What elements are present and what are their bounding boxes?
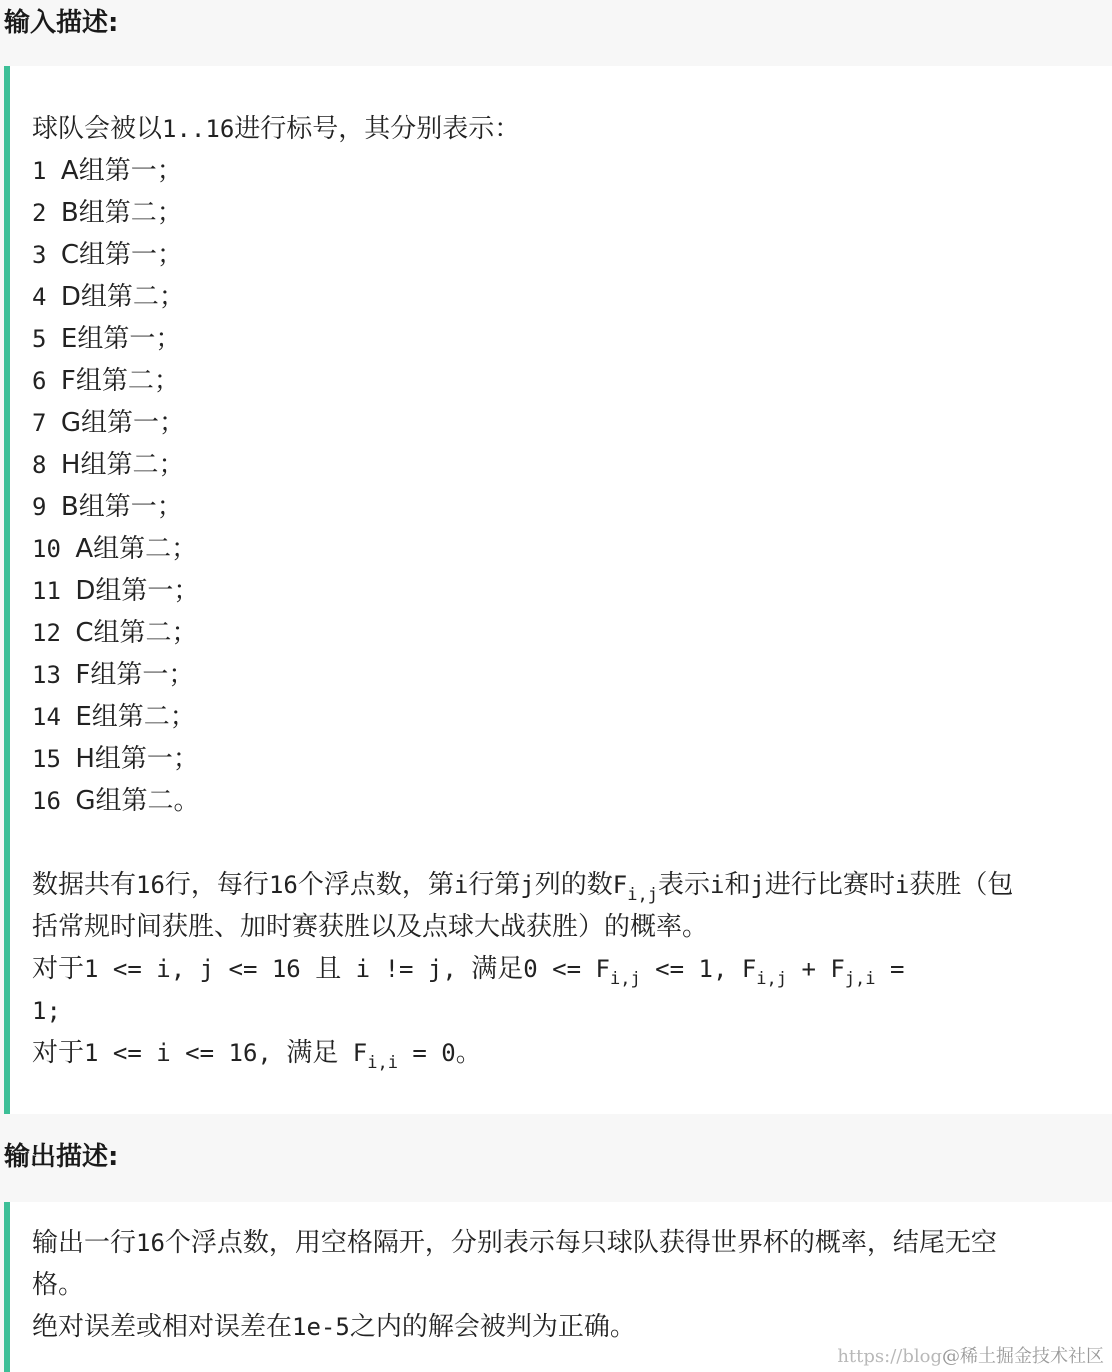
- team-number: 12: [32, 619, 61, 647]
- team-number: 10: [32, 535, 61, 563]
- text: 获胜（包: [909, 870, 1014, 900]
- text: 满足: [471, 954, 524, 984]
- team-label: C组第二；: [75, 618, 198, 648]
- text: 对于: [32, 954, 85, 984]
- expr: i != j,: [341, 955, 472, 983]
- team-number: 11: [32, 577, 61, 605]
- var: j: [750, 871, 765, 899]
- text: 个浮点数，用空格隔开，分别表示每只球队获得世界杯的概率，结尾无空: [164, 1228, 997, 1258]
- text: 之内的解会被判为正确。: [349, 1312, 636, 1342]
- spacer: [46, 199, 60, 227]
- team-number: 13: [32, 661, 61, 689]
- team-label: B组第一；: [60, 492, 183, 522]
- spacer: [46, 283, 60, 311]
- team-list-item: [32, 234, 1112, 276]
- var: i: [453, 871, 469, 899]
- team-label: G组第一；: [60, 408, 186, 438]
- num: 16: [136, 1229, 165, 1257]
- num: 16: [136, 871, 165, 899]
- spacer: [46, 451, 60, 479]
- expr: =: [875, 955, 905, 983]
- text: 数据共有: [32, 870, 137, 900]
- spacer: [61, 535, 75, 563]
- output-line-2: 格。: [32, 1270, 85, 1300]
- team-list-item: [32, 318, 1112, 360]
- input-description-block: [4, 66, 1112, 1114]
- output-line-1: [32, 1222, 1112, 1264]
- team-label: B组第二；: [60, 198, 183, 228]
- team-label: H组第一；: [75, 744, 199, 774]
- blank-line: [32, 822, 1112, 864]
- team-list-item: [32, 780, 1112, 822]
- team-number: 14: [32, 703, 61, 731]
- team-number: 2: [32, 199, 47, 227]
- team-label: F组第二；: [60, 366, 180, 396]
- subscript: i,j: [627, 885, 658, 905]
- text: 满足: [286, 1038, 339, 1068]
- text: 个浮点数，第: [297, 870, 454, 900]
- team-label: A组第二；: [75, 534, 198, 564]
- num: 16: [268, 871, 298, 899]
- intro-range: 1..16: [162, 115, 235, 143]
- expr: <= 1, F: [640, 955, 757, 983]
- watermark-url: https://blog: [837, 1346, 942, 1367]
- team-number: 7: [32, 409, 47, 437]
- team-label: A组第一；: [60, 156, 183, 186]
- team-list-item: [32, 528, 1112, 570]
- spacer: [46, 493, 60, 521]
- intro-text-b: 进行标号，其分别表示：: [234, 114, 521, 144]
- constraint-1-line-2: 1;: [32, 997, 61, 1025]
- team-label: G组第二。: [75, 786, 200, 816]
- input-heading: 输入描述:: [4, 8, 119, 38]
- constraint-1-line-1: [32, 948, 1112, 990]
- team-label: D组第一；: [75, 576, 200, 606]
- team-list-item: [32, 192, 1112, 234]
- intro-text-a: 球队会被以: [32, 114, 163, 144]
- team-number: 15: [32, 745, 61, 773]
- text: 表示: [657, 870, 710, 900]
- num: 1e-5: [292, 1313, 350, 1341]
- team-number: 9: [32, 493, 47, 521]
- team-list-item: [32, 444, 1112, 486]
- text: 输出一行: [32, 1228, 137, 1258]
- spacer: [46, 409, 60, 437]
- team-list-item: [32, 612, 1112, 654]
- text: 行，每行: [164, 870, 269, 900]
- text: 对于: [32, 1038, 85, 1068]
- team-label: C组第一；: [60, 240, 184, 270]
- team-list-item: [32, 654, 1112, 696]
- team-label: F组第一；: [75, 660, 195, 690]
- subscript: i,j: [756, 969, 788, 989]
- team-list-item: [32, 150, 1112, 192]
- team-list-item: [32, 738, 1112, 780]
- team-label: E组第一；: [60, 324, 182, 354]
- watermark: [837, 1342, 1104, 1368]
- text: 和: [724, 870, 751, 900]
- expr: 1 <= i <= 16,: [84, 1039, 287, 1067]
- text: 行第: [468, 870, 521, 900]
- spacer: [61, 619, 75, 647]
- team-number: 8: [32, 451, 47, 479]
- team-label: E组第二；: [75, 702, 196, 732]
- expr: + F: [787, 955, 845, 983]
- team-number: 16: [32, 787, 61, 815]
- var: i: [894, 871, 910, 899]
- var: j: [520, 871, 535, 899]
- subscript: i,j: [609, 969, 641, 989]
- data-desc-line-2: 括常规时间获胜、加时赛获胜以及点球大战获胜）的概率。: [32, 912, 709, 942]
- spacer: [61, 661, 75, 689]
- text: 绝对误差或相对误差在: [32, 1312, 293, 1342]
- spacer: [46, 325, 60, 353]
- watermark-site: @稀土掘金技术社区: [942, 1346, 1104, 1367]
- team-label: D组第二；: [60, 282, 185, 312]
- team-list-item: [32, 696, 1112, 738]
- team-number: 1: [32, 157, 47, 185]
- text: 进行比赛时: [764, 870, 895, 900]
- subscript: i,i: [367, 1053, 398, 1073]
- output-heading: 输出描述:: [4, 1142, 119, 1172]
- constraint-2-line: [32, 1032, 1112, 1074]
- expr: F: [338, 1039, 368, 1067]
- team-list-item: [32, 276, 1112, 318]
- expr: 0 <= F: [523, 955, 610, 983]
- team-list-item: [32, 486, 1112, 528]
- team-number: 3: [32, 241, 47, 269]
- team-list-item: [32, 402, 1112, 444]
- expr: = 0: [397, 1039, 456, 1067]
- team-list-item: [32, 570, 1112, 612]
- text: 列的数: [534, 870, 613, 900]
- spacer: [46, 157, 60, 185]
- team-list-item: [32, 360, 1112, 402]
- team-label: H组第二；: [60, 450, 185, 480]
- team-list: [32, 150, 1112, 822]
- expr: 1 <= i, j <= 16: [84, 955, 316, 983]
- spacer: [61, 745, 75, 773]
- spacer: [61, 703, 75, 731]
- var: i: [709, 871, 725, 899]
- team-number: 4: [32, 283, 47, 311]
- team-number: 5: [32, 325, 47, 353]
- data-desc-line-1: [32, 864, 1112, 906]
- spacer: [61, 577, 75, 605]
- intro-line: [32, 108, 1112, 150]
- subscript: j,i: [844, 969, 876, 989]
- var: F: [612, 871, 628, 899]
- text: 且: [315, 954, 342, 984]
- spacer: [61, 787, 75, 815]
- spacer: [46, 241, 60, 269]
- text: 。: [455, 1038, 482, 1068]
- team-number: 6: [32, 367, 47, 395]
- spacer: [46, 367, 60, 395]
